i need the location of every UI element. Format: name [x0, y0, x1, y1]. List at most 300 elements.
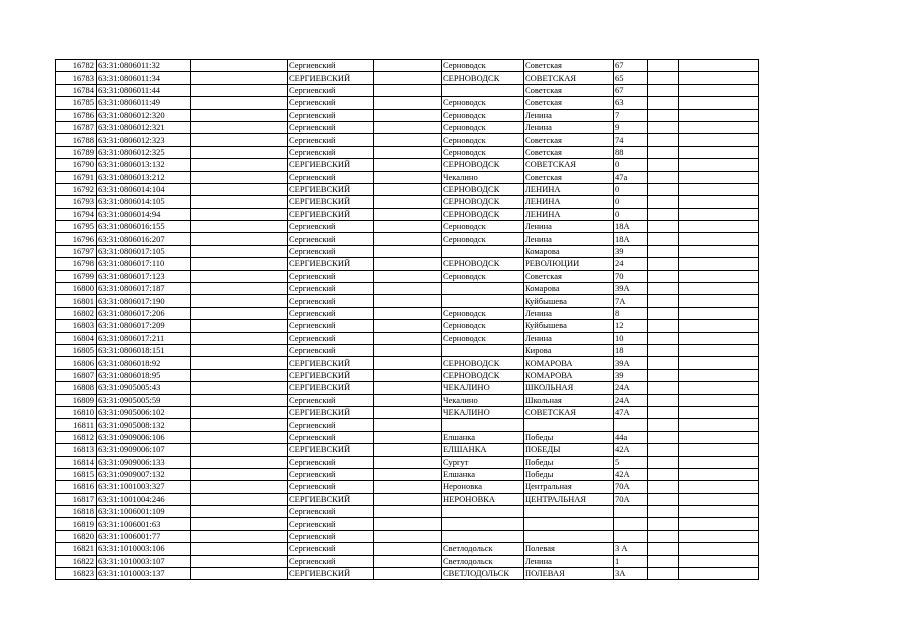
- cadastral-number-cell: 63:31:1006001:109: [97, 506, 191, 518]
- cadastral-number-cell: 63:31:0806012:320: [97, 109, 191, 121]
- house-number-cell: 88: [614, 146, 648, 158]
- cadastral-number-cell: 63:31:0905006:102: [97, 406, 191, 418]
- house-number-cell: 8: [614, 307, 648, 319]
- blank-cell-cell: [648, 159, 679, 171]
- row-number-cell: 16817: [56, 493, 97, 505]
- row-number-cell: 16811: [56, 419, 97, 431]
- blank-cell-cell: [648, 72, 679, 84]
- street-cell: Комарова: [524, 245, 614, 257]
- locality-cell: [442, 84, 524, 96]
- street-cell: Школьная: [524, 394, 614, 406]
- locality-cell: Серноводск: [442, 109, 524, 121]
- row-number-cell: 16795: [56, 221, 97, 233]
- house-number-cell: 47а: [614, 171, 648, 183]
- blank-cell-cell: [648, 295, 679, 307]
- table-row: [56, 134, 759, 146]
- blank-cell-cell: [191, 134, 288, 146]
- cadastral-number-cell: 63:31:1006001:77: [97, 530, 191, 542]
- district-cell: Сергиевский: [288, 60, 374, 72]
- blank-cell-cell: [679, 369, 759, 381]
- blank-cell-cell: [679, 406, 759, 418]
- cadastral-number-cell: 63:31:0806011:34: [97, 72, 191, 84]
- blank-cell-cell: [648, 320, 679, 332]
- district-cell: Сергиевский: [288, 134, 374, 146]
- table-row: [56, 468, 759, 480]
- house-number-cell: 0: [614, 208, 648, 220]
- street-cell: [524, 419, 614, 431]
- house-number-cell: 70: [614, 270, 648, 282]
- blank-cell-cell: [191, 221, 288, 233]
- blank-cell-cell: [191, 84, 288, 96]
- blank-cell-cell: [191, 60, 288, 72]
- blank-cell-cell: [679, 121, 759, 133]
- cadastral-number-cell: 63:31:0806017:206: [97, 307, 191, 319]
- blank-cell-cell: [679, 72, 759, 84]
- blank-cell-cell: [374, 183, 442, 195]
- house-number-cell: 63: [614, 97, 648, 109]
- cadastral-number-cell: 63:31:0806012:323: [97, 134, 191, 146]
- cadastral-number-cell: 63:31:0806014:94: [97, 208, 191, 220]
- blank-cell-cell: [679, 233, 759, 245]
- table-row: [56, 456, 759, 468]
- house-number-cell: 39: [614, 245, 648, 257]
- table-row: [56, 60, 759, 72]
- blank-cell-cell: [648, 183, 679, 195]
- table-row: [56, 332, 759, 344]
- district-cell: Сергиевский: [288, 320, 374, 332]
- row-number-cell: 16821: [56, 543, 97, 555]
- district-cell: Сергиевский: [288, 146, 374, 158]
- blank-cell-cell: [191, 97, 288, 109]
- street-cell: Советская: [524, 146, 614, 158]
- house-number-cell: 9: [614, 121, 648, 133]
- district-cell: Сергиевский: [288, 332, 374, 344]
- house-number-cell: 7А: [614, 295, 648, 307]
- district-cell: Сергиевский: [288, 121, 374, 133]
- district-cell: Сергиевский: [288, 84, 374, 96]
- cadastral-number-cell: 63:31:0909007:132: [97, 468, 191, 480]
- blank-cell-cell: [191, 233, 288, 245]
- row-number-cell: 16794: [56, 208, 97, 220]
- blank-cell-cell: [374, 468, 442, 480]
- street-cell: Советская: [524, 270, 614, 282]
- district-cell: Сергиевский: [288, 394, 374, 406]
- blank-cell-cell: [191, 506, 288, 518]
- blank-cell-cell: [191, 369, 288, 381]
- cadastral-number-cell: 63:31:0806013:212: [97, 171, 191, 183]
- blank-cell-cell: [679, 456, 759, 468]
- blank-cell-cell: [679, 146, 759, 158]
- table-row: [56, 72, 759, 84]
- blank-cell-cell: [191, 530, 288, 542]
- blank-cell-cell: [191, 344, 288, 356]
- house-number-cell: 44а: [614, 431, 648, 443]
- street-cell: Полевая: [524, 543, 614, 555]
- district-cell: СЕРГИЕВСКИЙ: [288, 444, 374, 456]
- table-row: [56, 171, 759, 183]
- blank-cell-cell: [374, 332, 442, 344]
- blank-cell-cell: [648, 382, 679, 394]
- cadastral-number-cell: 63:31:0806017:123: [97, 270, 191, 282]
- blank-cell-cell: [191, 159, 288, 171]
- street-cell: Победы: [524, 468, 614, 480]
- blank-cell-cell: [374, 320, 442, 332]
- street-cell: КОМАРОВА: [524, 357, 614, 369]
- blank-cell-cell: [679, 344, 759, 356]
- blank-cell-cell: [191, 72, 288, 84]
- cadastral-number-cell: 63:31:0806017:187: [97, 283, 191, 295]
- blank-cell-cell: [191, 307, 288, 319]
- district-cell: СЕРГИЕВСКИЙ: [288, 183, 374, 195]
- street-cell: Ленина: [524, 332, 614, 344]
- table-row: [56, 320, 759, 332]
- locality-cell: Елшанка: [442, 468, 524, 480]
- district-cell: Сергиевский: [288, 295, 374, 307]
- cadastral-number-cell: 63:31:0806016:155: [97, 221, 191, 233]
- blank-cell-cell: [679, 357, 759, 369]
- district-cell: Сергиевский: [288, 245, 374, 257]
- locality-cell: НЕРОНОВКА: [442, 493, 524, 505]
- house-number-cell: [614, 506, 648, 518]
- locality-cell: ЧЕКАЛИНО: [442, 382, 524, 394]
- cadastral-number-cell: 63:31:0806014:104: [97, 183, 191, 195]
- locality-cell: Сургут: [442, 456, 524, 468]
- blank-cell-cell: [191, 518, 288, 530]
- blank-cell-cell: [679, 543, 759, 555]
- district-cell: СЕРГИЕВСКИЙ: [288, 369, 374, 381]
- house-number-cell: 3 А: [614, 543, 648, 555]
- house-number-cell: 0: [614, 159, 648, 171]
- blank-cell-cell: [648, 444, 679, 456]
- locality-cell: СЕРНОВОДСК: [442, 159, 524, 171]
- cadastral-number-cell: 63:31:0909006:107: [97, 444, 191, 456]
- blank-cell-cell: [648, 406, 679, 418]
- street-cell: Советская: [524, 60, 614, 72]
- blank-cell-cell: [191, 283, 288, 295]
- blank-cell-cell: [648, 245, 679, 257]
- blank-cell-cell: [374, 295, 442, 307]
- blank-cell-cell: [191, 468, 288, 480]
- district-cell: СЕРГИЕВСКИЙ: [288, 357, 374, 369]
- cadastral-number-cell: 63:31:0806016:207: [97, 233, 191, 245]
- blank-cell-cell: [191, 183, 288, 195]
- street-cell: ЦЕНТРАЛЬНАЯ: [524, 493, 614, 505]
- blank-cell-cell: [191, 431, 288, 443]
- blank-cell-cell: [648, 568, 679, 580]
- blank-cell-cell: [374, 134, 442, 146]
- cadastral-number-cell: 63:31:0806012:325: [97, 146, 191, 158]
- blank-cell-cell: [648, 357, 679, 369]
- house-number-cell: 7: [614, 109, 648, 121]
- locality-cell: Серноводск: [442, 233, 524, 245]
- cadastral-number-cell: 63:31:0806018:151: [97, 344, 191, 356]
- blank-cell-cell: [191, 493, 288, 505]
- blank-cell-cell: [648, 543, 679, 555]
- locality-cell: [442, 419, 524, 431]
- house-number-cell: 10: [614, 332, 648, 344]
- house-number-cell: [614, 419, 648, 431]
- locality-cell: Серноводск: [442, 320, 524, 332]
- blank-cell-cell: [374, 283, 442, 295]
- district-cell: СЕРГИЕВСКИЙ: [288, 72, 374, 84]
- cadastral-number-cell: 63:31:0806017:105: [97, 245, 191, 257]
- blank-cell-cell: [679, 295, 759, 307]
- blank-cell-cell: [374, 357, 442, 369]
- row-number-cell: 16806: [56, 357, 97, 369]
- records-table: [55, 59, 759, 580]
- blank-cell-cell: [648, 518, 679, 530]
- locality-cell: Чекалино: [442, 171, 524, 183]
- blank-cell-cell: [374, 196, 442, 208]
- row-number-cell: 16798: [56, 258, 97, 270]
- blank-cell-cell: [679, 555, 759, 567]
- cadastral-number-cell: 63:31:1001004:246: [97, 493, 191, 505]
- district-cell: СЕРГИЕВСКИЙ: [288, 196, 374, 208]
- locality-cell: Серноводск: [442, 307, 524, 319]
- blank-cell-cell: [191, 270, 288, 282]
- locality-cell: СВЕТЛОДОЛЬСК: [442, 568, 524, 580]
- table-row: [56, 568, 759, 580]
- blank-cell-cell: [648, 208, 679, 220]
- blank-cell-cell: [679, 518, 759, 530]
- district-cell: Сергиевский: [288, 233, 374, 245]
- locality-cell: Елшанка: [442, 431, 524, 443]
- cadastral-number-cell: 63:31:0909006:106: [97, 431, 191, 443]
- table-row: [56, 431, 759, 443]
- district-cell: СЕРГИЕВСКИЙ: [288, 493, 374, 505]
- row-number-cell: 16808: [56, 382, 97, 394]
- house-number-cell: 67: [614, 84, 648, 96]
- blank-cell-cell: [374, 270, 442, 282]
- table-row: [56, 233, 759, 245]
- table-row: [56, 109, 759, 121]
- house-number-cell: 70А: [614, 493, 648, 505]
- house-number-cell: 39А: [614, 283, 648, 295]
- table-row: [56, 357, 759, 369]
- blank-cell-cell: [648, 134, 679, 146]
- row-number-cell: 16793: [56, 196, 97, 208]
- blank-cell-cell: [374, 159, 442, 171]
- row-number-cell: 16783: [56, 72, 97, 84]
- row-number-cell: 16820: [56, 530, 97, 542]
- district-cell: Сергиевский: [288, 543, 374, 555]
- street-cell: ЛЕНИНА: [524, 196, 614, 208]
- district-cell: Сергиевский: [288, 419, 374, 431]
- district-cell: Сергиевский: [288, 456, 374, 468]
- district-cell: Сергиевский: [288, 530, 374, 542]
- table-row: [56, 208, 759, 220]
- blank-cell-cell: [191, 543, 288, 555]
- blank-cell-cell: [191, 258, 288, 270]
- cadastral-number-cell: 63:31:1010003:106: [97, 543, 191, 555]
- cadastral-number-cell: 63:31:0806018:95: [97, 369, 191, 381]
- district-cell: Сергиевский: [288, 97, 374, 109]
- row-number-cell: 16813: [56, 444, 97, 456]
- district-cell: Сергиевский: [288, 481, 374, 493]
- table-row: [56, 530, 759, 542]
- blank-cell-cell: [648, 109, 679, 121]
- blank-cell-cell: [374, 568, 442, 580]
- cadastral-number-cell: 63:31:0905008:132: [97, 419, 191, 431]
- locality-cell: Серноводск: [442, 221, 524, 233]
- locality-cell: ЧЕКАЛИНО: [442, 406, 524, 418]
- street-cell: [524, 530, 614, 542]
- blank-cell-cell: [648, 60, 679, 72]
- blank-cell-cell: [679, 419, 759, 431]
- blank-cell-cell: [374, 406, 442, 418]
- blank-cell-cell: [374, 344, 442, 356]
- locality-cell: Серноводск: [442, 60, 524, 72]
- blank-cell-cell: [648, 283, 679, 295]
- blank-cell-cell: [191, 357, 288, 369]
- district-cell: СЕРГИЕВСКИЙ: [288, 382, 374, 394]
- blank-cell-cell: [191, 196, 288, 208]
- blank-cell-cell: [374, 72, 442, 84]
- blank-cell-cell: [191, 208, 288, 220]
- blank-cell-cell: [679, 444, 759, 456]
- table-row: [56, 419, 759, 431]
- street-cell: Ленина: [524, 555, 614, 567]
- house-number-cell: 24А: [614, 382, 648, 394]
- table-row: [56, 270, 759, 282]
- table-row: [56, 97, 759, 109]
- blank-cell-cell: [374, 493, 442, 505]
- house-number-cell: 0: [614, 183, 648, 195]
- blank-cell-cell: [679, 283, 759, 295]
- cadastral-number-cell: 63:31:1010003:107: [97, 555, 191, 567]
- table-row: [56, 382, 759, 394]
- blank-cell-cell: [648, 431, 679, 443]
- table-row: [56, 481, 759, 493]
- row-number-cell: 16809: [56, 394, 97, 406]
- street-cell: Ленина: [524, 307, 614, 319]
- row-number-cell: 16797: [56, 245, 97, 257]
- blank-cell-cell: [648, 456, 679, 468]
- locality-cell: [442, 518, 524, 530]
- house-number-cell: [614, 518, 648, 530]
- house-number-cell: 1: [614, 555, 648, 567]
- table-row: [56, 183, 759, 195]
- blank-cell-cell: [191, 171, 288, 183]
- district-cell: Сергиевский: [288, 109, 374, 121]
- blank-cell-cell: [648, 196, 679, 208]
- table-row: [56, 394, 759, 406]
- blank-cell-cell: [648, 419, 679, 431]
- district-cell: СЕРГИЕВСКИЙ: [288, 406, 374, 418]
- blank-cell-cell: [648, 97, 679, 109]
- cadastral-number-cell: 63:31:0909006:133: [97, 456, 191, 468]
- blank-cell-cell: [191, 456, 288, 468]
- blank-cell-cell: [374, 431, 442, 443]
- locality-cell: [442, 506, 524, 518]
- row-number-cell: 16785: [56, 97, 97, 109]
- blank-cell-cell: [679, 431, 759, 443]
- district-cell: Сергиевский: [288, 431, 374, 443]
- street-cell: Ленина: [524, 233, 614, 245]
- house-number-cell: 65: [614, 72, 648, 84]
- street-cell: Ленина: [524, 121, 614, 133]
- locality-cell: Серноводск: [442, 270, 524, 282]
- locality-cell: [442, 283, 524, 295]
- street-cell: Кирова: [524, 344, 614, 356]
- blank-cell-cell: [648, 530, 679, 542]
- row-number-cell: 16786: [56, 109, 97, 121]
- locality-cell: Светлодольск: [442, 555, 524, 567]
- locality-cell: СЕРНОВОДСК: [442, 258, 524, 270]
- blank-cell-cell: [648, 307, 679, 319]
- cadastral-number-cell: 63:31:0806012:321: [97, 121, 191, 133]
- blank-cell-cell: [648, 84, 679, 96]
- cadastral-number-cell: 63:31:1001003:327: [97, 481, 191, 493]
- blank-cell-cell: [679, 171, 759, 183]
- street-cell: ПОЛЕВАЯ: [524, 568, 614, 580]
- blank-cell-cell: [679, 245, 759, 257]
- district-cell: Сергиевский: [288, 221, 374, 233]
- house-number-cell: 18А: [614, 233, 648, 245]
- table-row: [56, 196, 759, 208]
- cadastral-number-cell: 63:31:0806017:209: [97, 320, 191, 332]
- street-cell: Куйбышева: [524, 320, 614, 332]
- row-number-cell: 16814: [56, 456, 97, 468]
- street-cell: ШКОЛЬНАЯ: [524, 382, 614, 394]
- house-number-cell: 42А: [614, 468, 648, 480]
- blank-cell-cell: [374, 419, 442, 431]
- blank-cell-cell: [191, 332, 288, 344]
- blank-cell-cell: [374, 258, 442, 270]
- blank-cell-cell: [191, 481, 288, 493]
- blank-cell-cell: [648, 493, 679, 505]
- blank-cell-cell: [648, 394, 679, 406]
- blank-cell-cell: [648, 332, 679, 344]
- cadastral-number-cell: 63:31:1006001:63: [97, 518, 191, 530]
- blank-cell-cell: [374, 97, 442, 109]
- row-number-cell: 16784: [56, 84, 97, 96]
- row-number-cell: 16800: [56, 283, 97, 295]
- district-cell: Сергиевский: [288, 555, 374, 567]
- blank-cell-cell: [374, 171, 442, 183]
- district-cell: Сергиевский: [288, 518, 374, 530]
- table-row: [56, 344, 759, 356]
- row-number-cell: 16805: [56, 344, 97, 356]
- house-number-cell: 24: [614, 258, 648, 270]
- row-number-cell: 16791: [56, 171, 97, 183]
- row-number-cell: 16815: [56, 468, 97, 480]
- blank-cell-cell: [191, 320, 288, 332]
- locality-cell: Серноводск: [442, 134, 524, 146]
- district-cell: СЕРГИЕВСКИЙ: [288, 258, 374, 270]
- blank-cell-cell: [191, 394, 288, 406]
- street-cell: Ленина: [524, 109, 614, 121]
- table-row: [56, 146, 759, 158]
- blank-cell-cell: [679, 183, 759, 195]
- table-row: [56, 506, 759, 518]
- street-cell: ПОБЕДЫ: [524, 444, 614, 456]
- locality-cell: [442, 344, 524, 356]
- locality-cell: СЕРНОВОДСК: [442, 357, 524, 369]
- blank-cell-cell: [374, 481, 442, 493]
- cadastral-number-cell: 63:31:0806013:132: [97, 159, 191, 171]
- table-row: [56, 258, 759, 270]
- locality-cell: СЕРНОВОДСК: [442, 183, 524, 195]
- row-number-cell: 16819: [56, 518, 97, 530]
- house-number-cell: [614, 530, 648, 542]
- cadastral-number-cell: 63:31:0806018:92: [97, 357, 191, 369]
- house-number-cell: 47А: [614, 406, 648, 418]
- table-row: [56, 221, 759, 233]
- locality-cell: Серноводск: [442, 146, 524, 158]
- blank-cell-cell: [191, 245, 288, 257]
- blank-cell-cell: [191, 419, 288, 431]
